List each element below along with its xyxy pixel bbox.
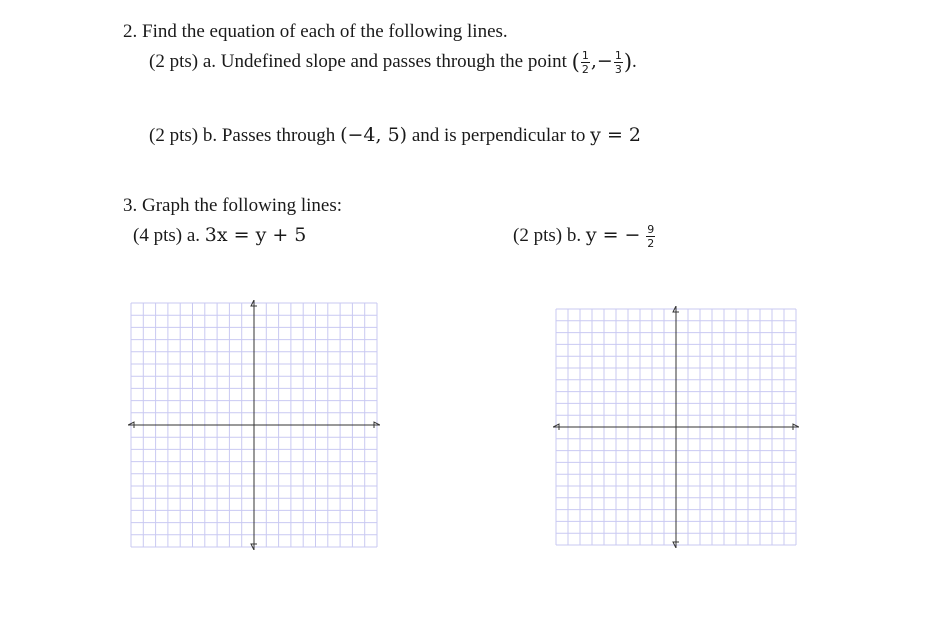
problem-3b-numerator: 9 xyxy=(647,223,655,236)
problem-3-header: 3. Graph the following lines: xyxy=(123,195,342,216)
problem-3b xyxy=(513,224,656,249)
problem-2b-prefix: (2 pts) b. Passes through xyxy=(149,125,336,146)
problem-3a xyxy=(133,226,306,245)
problem-3b-equation: y = − xyxy=(585,223,641,246)
problem-3b-prefix: (2 pts) b. xyxy=(513,224,582,246)
problem-2a-text: (2 pts) a. Undefined slope and passes through the point xyxy=(149,50,567,72)
problem-2-header: 2. Find the equation of each of the following lines. xyxy=(123,21,508,42)
close-paren: ) xyxy=(623,50,633,74)
problem-3a-prefix: (4 pts) a. xyxy=(133,225,201,246)
point-x-fraction xyxy=(581,50,590,75)
problem-3a-equation: 3x = y + 5 xyxy=(204,224,307,246)
point-y-sign: − xyxy=(596,49,613,72)
problem-2a xyxy=(149,50,637,75)
problem-2b-equation: y = 2 xyxy=(590,124,641,146)
open-paren: ( xyxy=(571,50,580,74)
point-x-numerator: 1 xyxy=(581,49,589,62)
problem-2b-point: (−4, 5) xyxy=(340,124,408,146)
problem-2b xyxy=(149,126,641,145)
point-x-denominator: 2 xyxy=(581,63,589,76)
graph-grid-a xyxy=(128,300,380,550)
problem-3b-fraction xyxy=(646,224,655,249)
problem-3b-denominator: 2 xyxy=(647,237,655,250)
comma: , xyxy=(590,49,597,72)
point-y-numerator: 1 xyxy=(614,49,622,62)
period: . xyxy=(632,50,637,72)
point-y-denominator: 3 xyxy=(614,63,622,76)
point-y-fraction xyxy=(614,50,623,75)
problem-2b-middle: and is perpendicular to xyxy=(411,125,586,146)
graph-grid-b xyxy=(553,306,799,548)
